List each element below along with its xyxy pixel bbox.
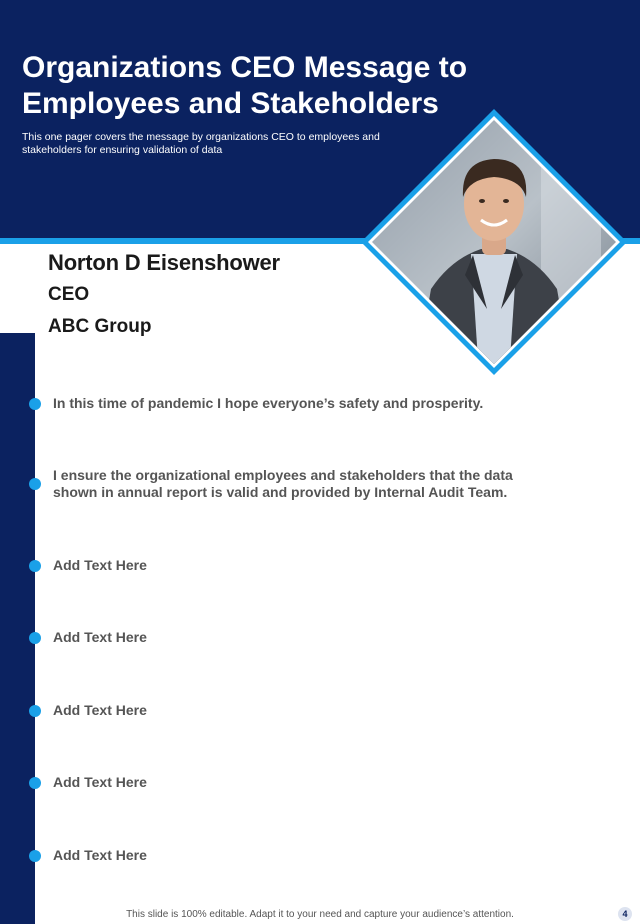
footer-note: This slide is 100% editable. Adapt it to your need and capture your audience’s attention.: [126, 909, 514, 920]
bullet-text: Add Text Here: [53, 847, 147, 863]
ceo-role: CEO: [48, 284, 90, 305]
bullet-dot-icon: [29, 478, 41, 490]
company-name: ABC Group: [48, 316, 152, 337]
bullet-dot-icon: [29, 705, 41, 717]
page-subtitle: This one pager covers the message by organizations CEO to employees and stakeholders for ensuring validation of data: [22, 131, 380, 156]
bullet-text: Add Text Here: [53, 702, 147, 718]
bullet-dot-icon: [29, 632, 41, 644]
bullet-text: In this time of pandemic I hope everyone’s safety and prosperity.: [53, 395, 484, 411]
bullet-dot-icon: [29, 560, 41, 572]
bullet-text: Add Text Here: [53, 557, 147, 573]
bullet-dot-icon: [29, 777, 41, 789]
ceo-name: Norton D Eisenshower: [48, 250, 280, 275]
bullet-dot-icon: [29, 850, 41, 862]
left-accent-bar: [0, 333, 35, 924]
page-number-badge: 4: [618, 907, 632, 921]
page-title: Organizations CEO Message to Employees and Stakeholders: [22, 51, 468, 120]
bullet-text: Add Text Here: [53, 774, 147, 790]
bullet-text: Add Text Here: [53, 629, 147, 645]
bullet-dot-icon: [29, 398, 41, 410]
bullet-text: I ensure the organizational employees and stakeholders that the data shown in annual report is valid and provided by Internal Audit Team.: [53, 467, 513, 500]
ceo-portrait-photo: [361, 109, 627, 375]
